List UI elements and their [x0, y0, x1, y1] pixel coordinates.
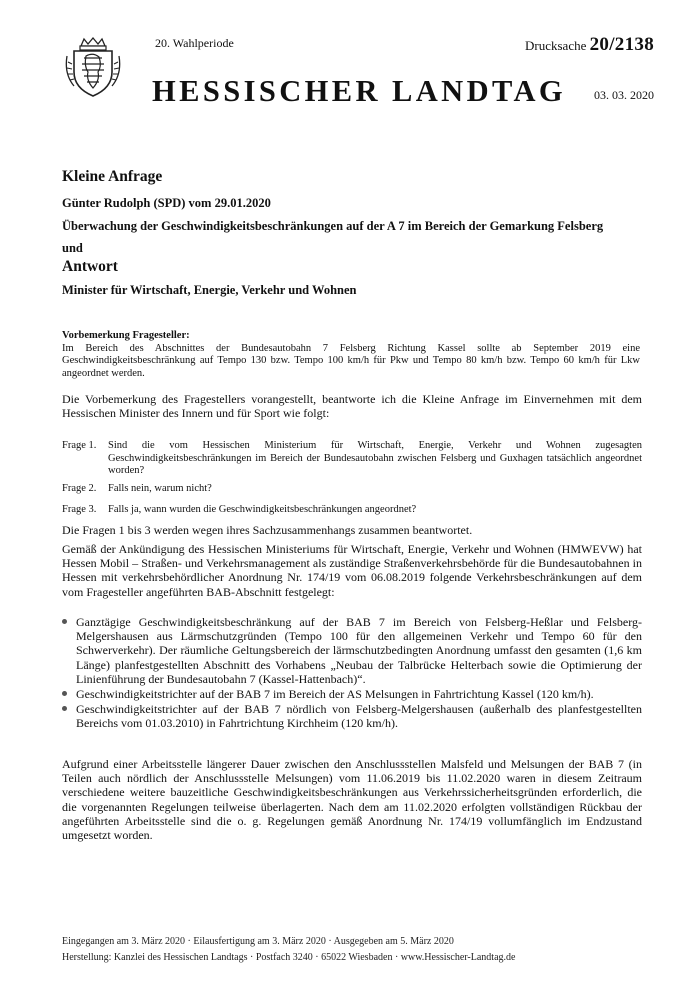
question-3 [62, 504, 642, 517]
wahlperiode: 20. Wahlperiode [155, 36, 234, 50]
vorbemerkung-text: Im Bereich des Abschnittes der Bundesautobahn 7 Felsberg Richtung Kassel sollte ab September 2019 eine Geschwindigkeitsbeschränkung auf Tempo 130 bzw. Tempo 100 km/h für Pkw und Tempo 80 km/h bzw. Tempo 60 km/h für Lkw angeordnet werden. [62, 342, 640, 379]
drucksache [525, 34, 654, 56]
question-text: Falls ja, wann wurden die Geschwindigkeitsbeschränkungen angeordnet? [108, 504, 417, 515]
antwort-label: Antwort [62, 258, 118, 275]
drucksache-label: Drucksache [525, 38, 587, 53]
bullet-icon [62, 706, 67, 711]
bullet-icon [62, 691, 67, 696]
author-line: Günter Rudolph (SPD) vom 29.01.2020 [62, 196, 271, 210]
footer-dates: Eingegangen am 3. März 2020 · Eilausfertigung am 3. März 2020 · Ausgegeben am 5. März 2020 [62, 936, 454, 947]
question-label: Frage 2. [62, 483, 97, 494]
answer-bullet-list [62, 615, 642, 732]
vorbemerkung [62, 330, 640, 380]
footer-imprint: Herstellung: Kanzlei des Hessischen Landtags · Postfach 3240 · 65022 Wiesbaden · www.Hessischer-Landtag.de [62, 952, 516, 963]
question-text: Sind die vom Hessischen Ministerium für Wirtschaft, Energie, Verkehr und Wohnen zugesagten Geschwindigkeitsbeschränkungen im Bereich der Bundesautobahn zwischen Felsberg und Guxhagen tatsächlich angeordnet worden? [108, 440, 642, 477]
subject-line: Überwachung der Geschwindigkeitsbeschränkungen auf der A 7 im Bereich der Gemarkung Felsberg [62, 219, 604, 233]
und-label: und [62, 241, 83, 255]
question-text: Falls nein, warum nicht? [108, 483, 212, 494]
answer-intro: Die Fragen 1 bis 3 werden wegen ihres Sachzusammenhangs zusammen beantwortet. [62, 523, 473, 537]
list-item: Geschwindigkeitstrichter auf der BAB 7 im Bereich der AS Melsungen in Fahrtrichtung Kassel (120 km/h). [62, 687, 642, 701]
question-label: Frage 3. [62, 504, 97, 515]
vorbemerkung-label: Vorbemerkung Fragesteller: [62, 330, 190, 341]
question-2 [62, 483, 642, 496]
drucksache-number: 20/2138 [589, 34, 654, 55]
answer-paragraph-2: Aufgrund einer Arbeitsstelle längerer Dauer zwischen den Anschlussstellen Malsfeld und Melsungen der BAB 7 (in Teilen auch nördlich der Anschlussstelle Melsungen) vom 11.06.2019 bis 11.02.2020 waren in diesem Zeitraum verschiedene weitere bauzeitliche Geschwindigkeitsbeschränkungen aus Verkehrssicherheitsgründen erforderlich, die die vorgenannten Regelungen teilweise überlagerten. Nach dem am 11.02.2020 erfolgten vollständigen Rückbau der angeführten Arbeitsstelle sind die o. g. Regelungen gemäß Anordnung Nr. 174/19 vollumfänglich im Endzustand umgesetzt worden. [62, 757, 642, 843]
document-date: 03. 03. 2020 [594, 88, 654, 102]
answer-paragraph-1: Gemäß der Ankündigung des Hessischen Ministeriums für Wirtschaft, Energie, Verkehr und Wohnen (HMWEVW) hat Hessen Mobil – Straßen- und Verkehrsmanagement als zuständige Straßenverkehrsbehörde für die Bundesautobahnen in Hessen mit verkehrsbehördlicher Anordnung Nr. 174/19 vom 06.08.2019 folgende Verkehrsbeschränkungen auf dem vom Fragesteller angeführten BAB-Abschnitt festgelegt: [62, 542, 642, 599]
intro-paragraph: Die Vorbemerkung des Fragestellers vorangestellt, beantworte ich die Kleine Anfrage im Einvernehmen mit dem Hessischen Minister des Innern und für Sport wie folgt: [62, 392, 642, 421]
hessen-lion-crest-icon [64, 36, 122, 98]
question-1 [62, 440, 642, 478]
bullet-icon [62, 619, 67, 624]
question-label: Frage 1. [62, 440, 97, 451]
page-title: HESSISCHER LANDTAG [152, 74, 567, 108]
list-item: Geschwindigkeitstrichter auf der BAB 7 nördlich von Felsberg-Melgershausen (außerhalb des planfestgestellten Bereichs vom 01.03.2010) in Fahrtrichtung Kirchheim (120 km/h). [62, 702, 642, 730]
heading-block [62, 168, 642, 305]
minister-line: Minister für Wirtschaft, Energie, Verkehr und Wohnen [62, 283, 357, 297]
document-type: Kleine Anfrage [62, 168, 163, 185]
list-item: Ganztägige Geschwindigkeitsbeschränkung auf der BAB 7 im Bereich von Felsberg-Heßlar und Felsberg-Melgershausen aus Lärmschutzgründen (Tempo 100 für den allgemeinen Verkehr und Tempo 60 für den Schwerverkehr). Der räumliche Geltungsbereich der lärmschutzbedingten Anordnung umfasst den gesamten (1,6 km Länge) planfestgestellten Abschnitt des Vorhabens „Neubau der Talbrücke Helterbach sowie die Optimierung der Linienführung der Bundesautobahn 7 (Kassel-Hattenbach)“. [62, 615, 642, 686]
